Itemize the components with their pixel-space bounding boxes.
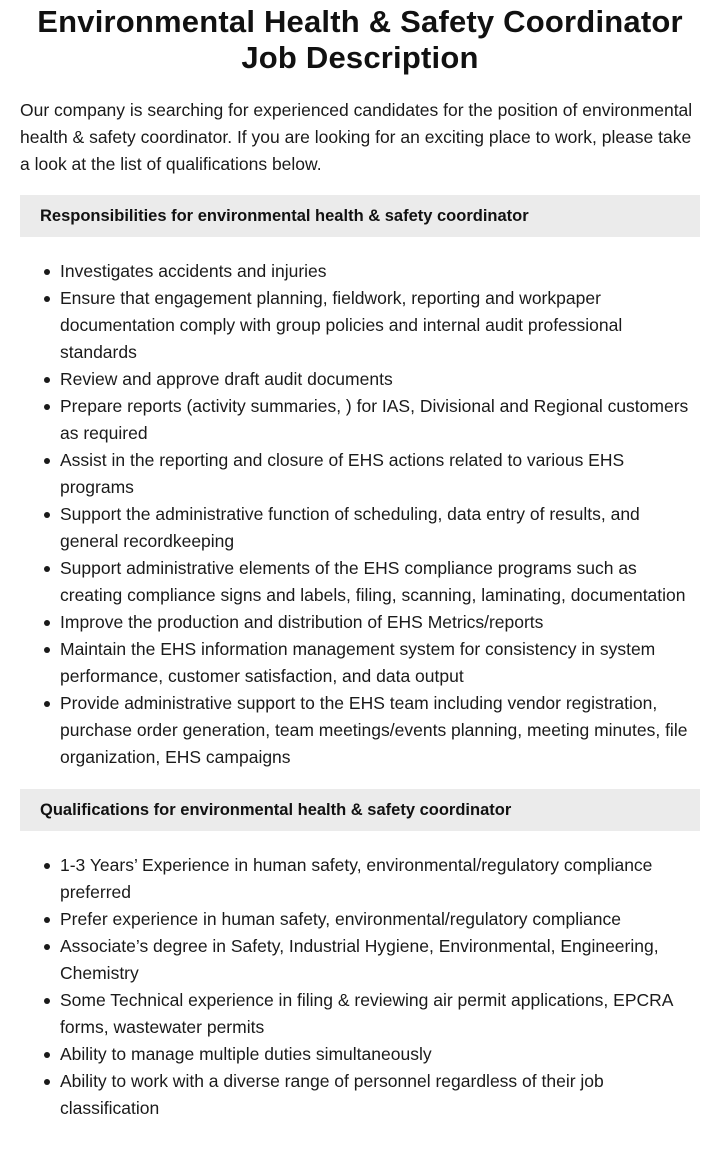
list-item: Review and approve draft audit documents: [60, 366, 700, 393]
list-item: Maintain the EHS information management system for consistency in system performance, customer satisfaction, and data output: [60, 636, 700, 690]
qualifications-heading-text: Qualifications for environmental health & safety coordinator: [40, 800, 512, 819]
list-item: Associate’s degree in Safety, Industrial Hygiene, Environmental, Engineering, Chemistry: [60, 933, 700, 987]
list-item: Ensure that engagement planning, fieldwork, reporting and workpaper documentation comply with group policies and internal audit professional standards: [60, 285, 700, 366]
intro-paragraph: Our company is searching for experienced candidates for the position of environmental health & safety coordinator. If you are looking for an exciting place to work, please take a look at the list of qualifications below.: [20, 100, 693, 174]
list-item: Prefer experience in human safety, environmental/regulatory compliance: [60, 906, 700, 933]
qualifications-list: [20, 852, 700, 1122]
list-item: Ability to work with a diverse range of personnel regardless of their job classification: [60, 1068, 700, 1122]
list-item: Provide administrative support to the EHS team including vendor registration, purchase order generation, team meetings/events planning, meeting minutes, file organization, EHS campaigns: [60, 690, 700, 771]
list-item: Improve the production and distribution of EHS Metrics/reports: [60, 609, 700, 636]
list-item: 1-3 Years’ Experience in human safety, environmental/regulatory compliance preferred: [60, 852, 700, 906]
list-item: Support the administrative function of scheduling, data entry of results, and general recordkeeping: [60, 501, 700, 555]
list-item: Some Technical experience in filing & reviewing air permit applications, EPCRA forms, wastewater permits: [60, 987, 700, 1041]
list-item: Prepare reports (activity summaries, ) for IAS, Divisional and Regional customers as required: [60, 393, 700, 447]
list-item: Investigates accidents and injuries: [60, 258, 700, 285]
responsibilities-heading-text: Responsibilities for environmental health & safety coordinator: [40, 206, 529, 225]
responsibilities-heading: [20, 195, 700, 237]
list-item: Ability to manage multiple duties simultaneously: [60, 1041, 700, 1068]
list-item: Support administrative elements of the EHS compliance programs such as creating compliance signs and labels, filing, scanning, laminating, documentation: [60, 555, 700, 609]
responsibilities-list: [20, 258, 700, 771]
page-title: Environmental Health & Safety Coordinator Job Description: [37, 4, 683, 75]
qualifications-heading: [20, 789, 700, 831]
list-item: Assist in the reporting and closure of EHS actions related to various EHS programs: [60, 447, 700, 501]
